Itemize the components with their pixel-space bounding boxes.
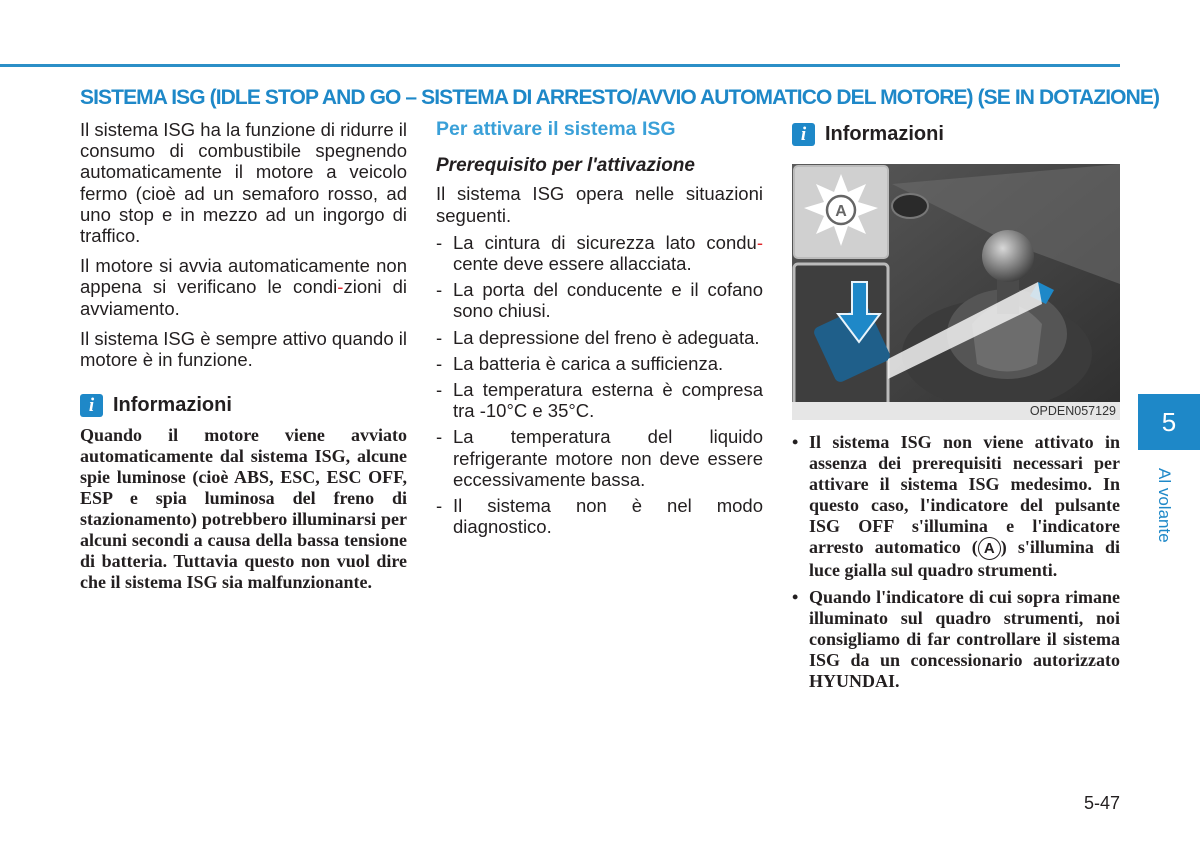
info-title: Informazioni xyxy=(825,122,944,145)
list-item: - Il sistema non è nel modo diagnostico. xyxy=(436,495,763,537)
chapter-tab: 5 xyxy=(1138,394,1200,450)
figure-caption: OPDEN057129 xyxy=(792,402,1120,420)
list-item: - La cintura di sicurezza lato condu- cente deve essere allacciata. xyxy=(436,232,763,274)
info-bullet-list xyxy=(792,432,1120,692)
list-item: • Quando l'indicatore di cui sopra rimane illuminato sul quadro strumenti, noi consigliamo di far controllare il sistema ISG da un concessionario autorizzato HYUNDAI. xyxy=(792,587,1120,692)
list-item: - La batteria è carica a sufficienza. xyxy=(436,353,763,374)
activation-heading: Per attivare il sistema ISG xyxy=(436,118,676,140)
hyphen-mark: - xyxy=(337,276,344,298)
info-heading xyxy=(80,394,407,417)
info-title: Informazioni xyxy=(113,394,232,417)
list-item: - La temperatura del liquido refrigerante motore non deve essere eccessivamente bassa. xyxy=(436,426,763,490)
auto-stop-indicator-icon: A xyxy=(835,203,847,220)
prerequisite-intro: Il sistema ISG opera nelle situazioni seguenti. xyxy=(436,183,763,226)
list-item: - La depressione del freno è adeguata. xyxy=(436,327,763,348)
info-icon: i xyxy=(80,394,103,417)
prerequisite-list xyxy=(436,232,763,538)
column-left xyxy=(80,119,407,593)
top-rule xyxy=(0,64,1120,67)
list-item: • Il sistema ISG non viene attivato in assenza dei prerequisiti necessari per attivare il sistema ISG medesimo. In questo caso, l'indicatore del pulsante ISG OFF s'illumina e l'indicatore arresto automatico ( A ) s'illumina di luce gialla sul quadro strumenti. xyxy=(792,432,1120,581)
column-middle xyxy=(436,119,763,542)
prerequisite-subheading: Prerequisito per l'attivazione xyxy=(436,155,695,177)
active-paragraph: Il sistema ISG è sempre attivo quando il motore è in funzione. xyxy=(80,327,407,371)
list-item: - La temperatura esterna è compresa tra -10°C e 35°C. xyxy=(436,379,763,421)
console-illustration xyxy=(792,164,1120,420)
column-right xyxy=(792,123,1120,154)
page-number: 5-47 xyxy=(1083,793,1120,813)
list-item: - La porta del conducente e il cofano sono chiusi. xyxy=(436,279,763,321)
isg-button-figure xyxy=(792,164,1120,420)
info-icon: i xyxy=(792,123,815,146)
info-heading xyxy=(792,123,1120,146)
restart-paragraph: Il motore si avvia automaticamente non appena si verificano le condi-zioni di avviamento. xyxy=(80,255,407,319)
hyphen-mark: - xyxy=(756,231,763,253)
chapter-label: Al volante xyxy=(1155,468,1174,543)
section-title: SISTEMA ISG (IDLE STOP AND GO – SISTEMA DI ARRESTO/AVVIO AUTOMATICO DEL MOTORE) (SE IN DOTAZIONE) xyxy=(80,86,1160,109)
info-text: Quando il motore viene avviato automaticamente dal sistema ISG, alcune spie luminose (cioè ABS, ESC, ESC OFF, ESP e spia luminosa del freno di stazionamento) potrebbero illuminarsi per alcuni secondi a causa della bassa tensione di batteria. Tuttavia questo non vuol dire che il sistema ISG sia malfunzionante. xyxy=(80,425,407,593)
intro-paragraph: Il sistema ISG ha la funzione di ridurre il consumo di combustibile spegnendo automaticamente il motore a veicolo fermo (cioè ad un semaforo rosso, ad uno stop e in mezzo ad un ingorgo di traffico. xyxy=(80,119,407,247)
notes-block xyxy=(792,432,1120,698)
auto-stop-icon: A xyxy=(978,537,1001,560)
